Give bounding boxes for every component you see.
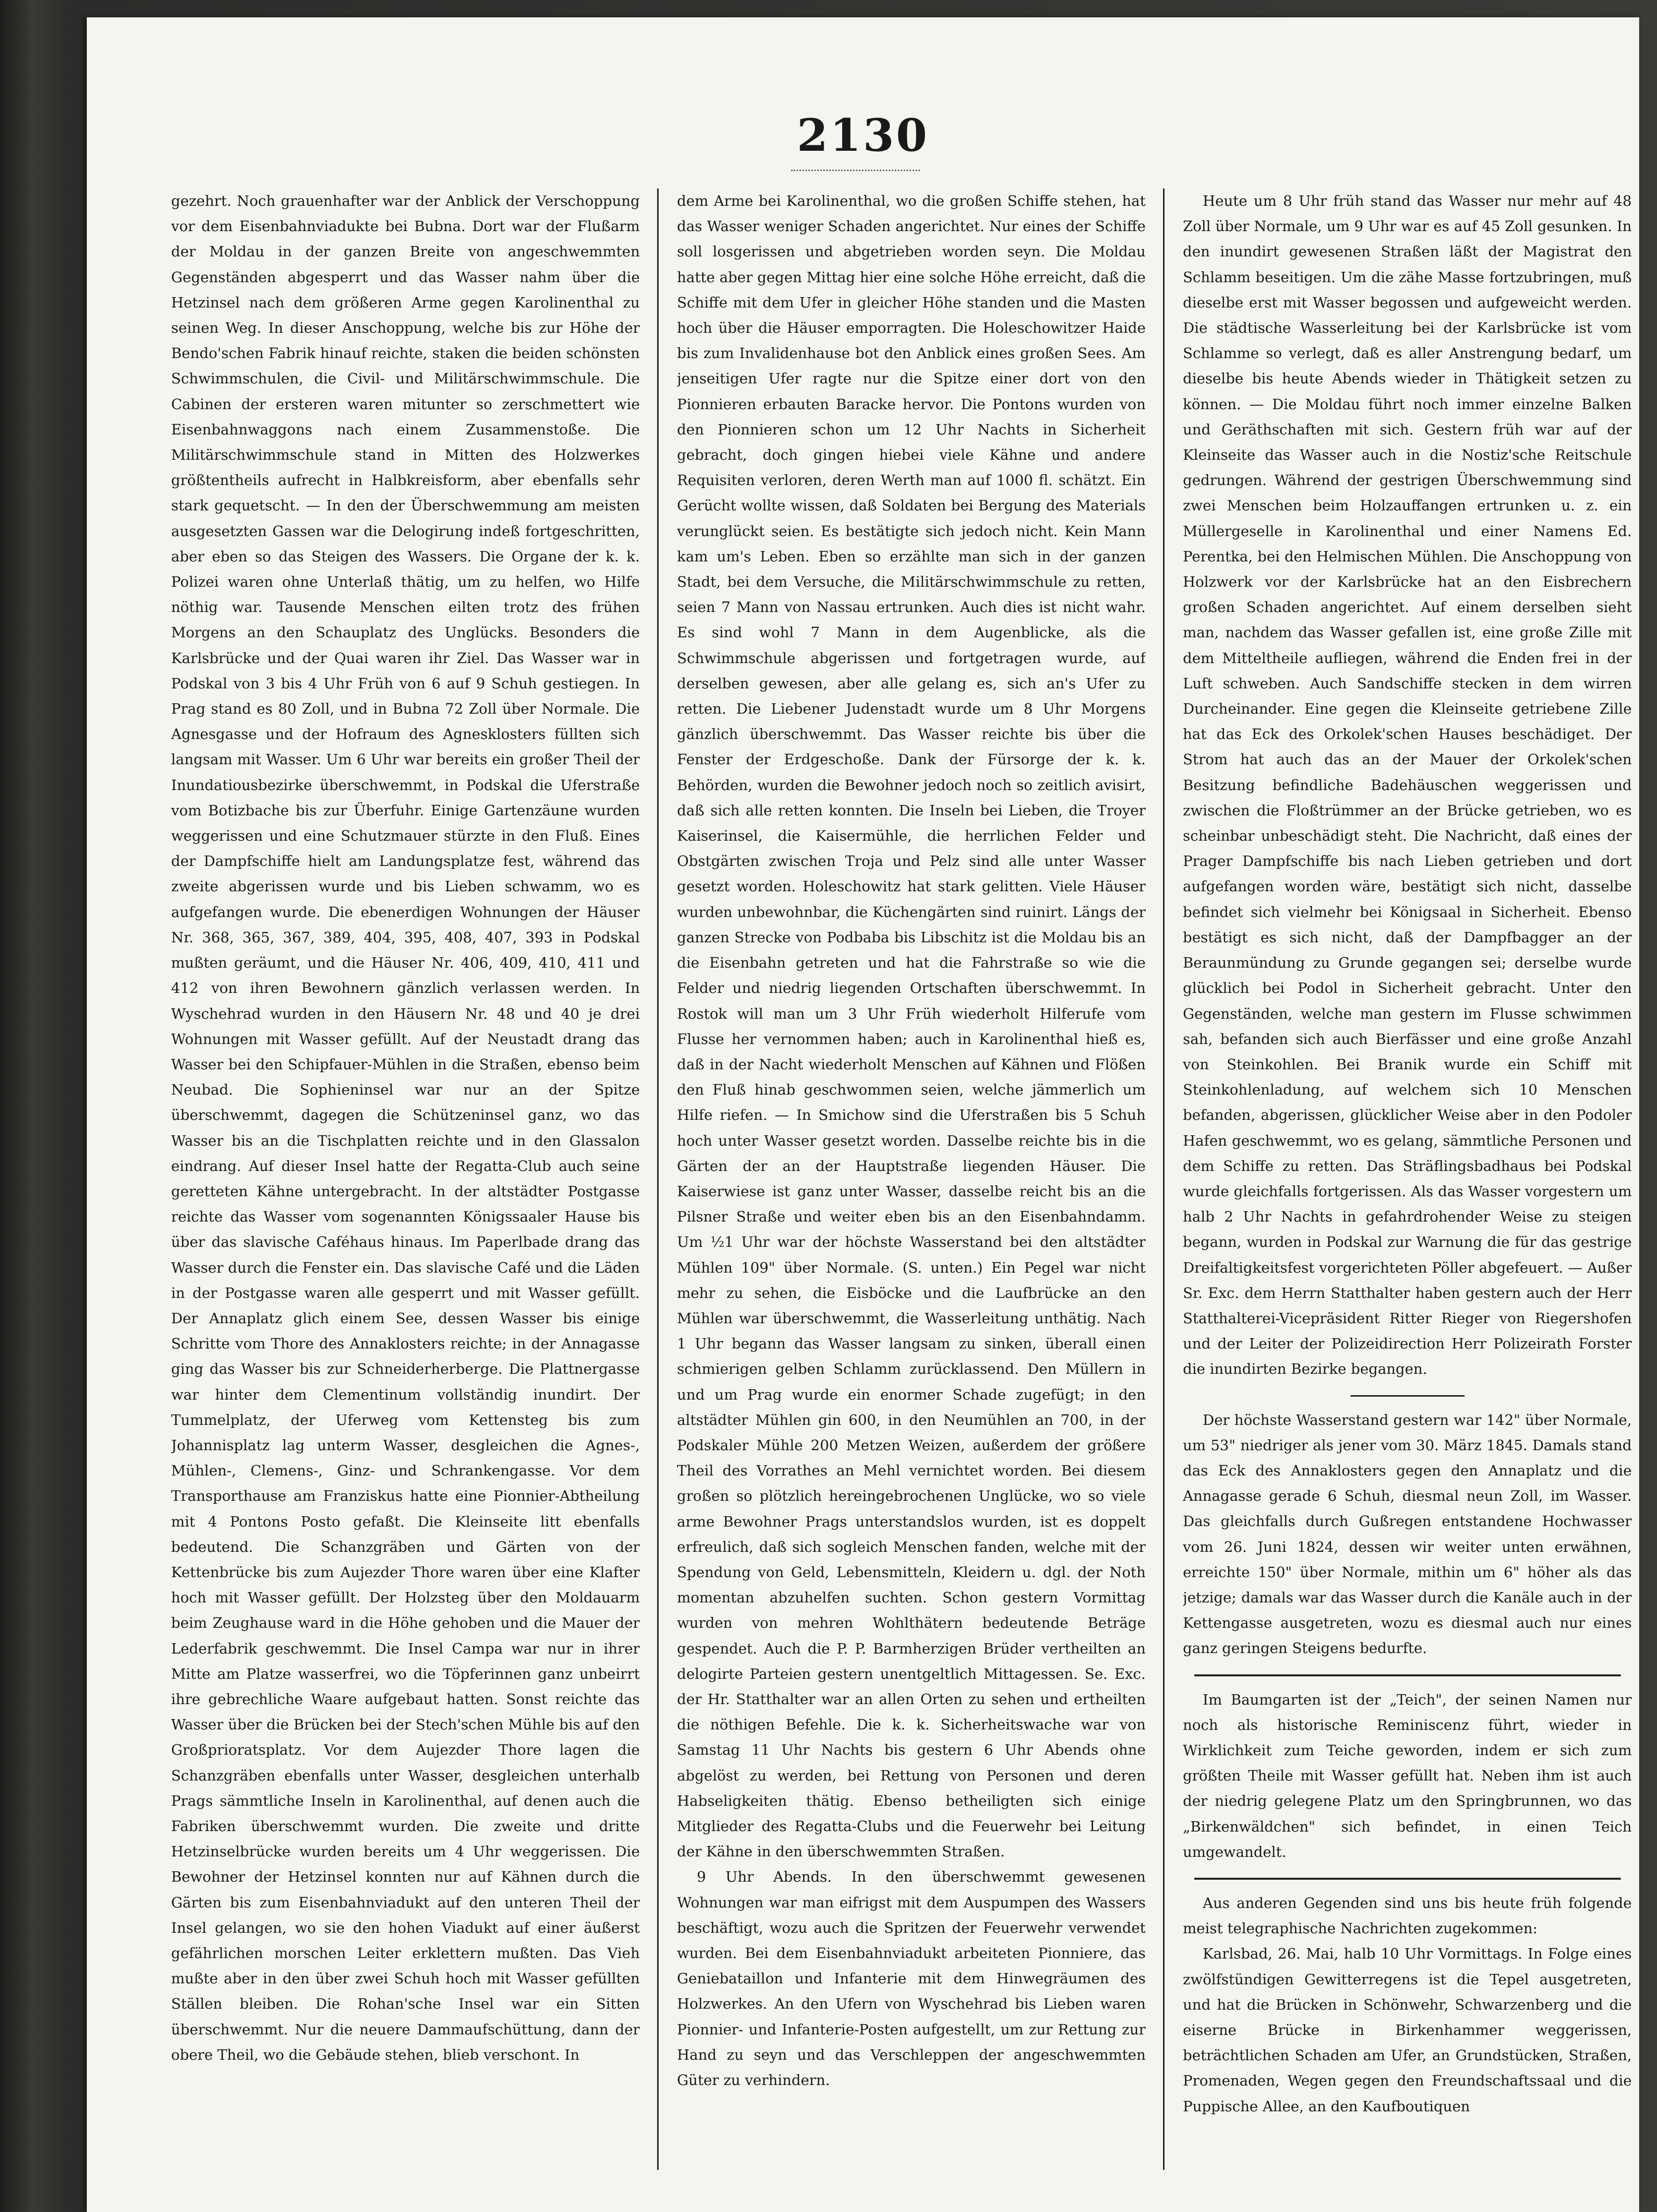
article-text: dem Arme bei Karolinenthal, wo die großen Schiffe stehen, hat das Wasser weniger Schaden angerichtet. Nur eines der Schiffe soll losgerissen und abgetrieben worden seyn. Die Moldau hatte aber gegen Mittag hier eine solche Höhe erreicht, daß die Schiffe mit dem Ufer in gleicher Höhe standen und die Masten hoch über die Häuser emporragten. Die Holeschowitzer Haide bis zum Invalidenhause bot den Anblick eines großen Sees. Am jenseitigen Ufer ragte nur die Spitze einer dort von den Pionnieren erbauten Baracke hervor. Die Pontons wurden von den Pionnieren schon um 12 Uhr Nachts in Sicherheit gebracht, doch gingen hiebei viele Kähne und andere Requisiten verloren, deren Werth man auf 1000 fl. schätzt. Ein Gerücht wollte wissen, daß Soldaten bei Bergung des Materials verunglückt seien. Es bestätigte sich jedoch nicht. Kein Mann kam um's Leben. Eben so erzählte man sich in der ganzen Stadt, bei dem Versuche, die Militärschwimmschule zu retten, seien 7 Mann von Nassau ertrunken. Auch dies ist nicht wahr. Es sind wohl 7 Mann in dem Augenblicke, als die Schwimmschule abgerissen und fortgetragen wurde, auf derselben gewesen, aber alle gelang es, sich an's Ufer zu retten. Die Liebener Judenstadt wurde um 8 Uhr Morgens gänzlich überschwemmt. Das Wasser reichte bis über die Fenster der Erdgeschoße. Dank der Fürsorge der k. k. Behörden, wurden die Bewohner jedoch noch so zeitlich avisirt, daß sich alle retten konnten. Die Inseln bei Lieben, die Troyer Kaiserinsel, die Kaisermühle, die herrlichen Felder und Obstgärten zwischen Troja und Pelz sind alle unter Wasser gesetzt worden. Holeschowitz hat stark gelitten. Viele Häuser wurden unbewohnbar, die Küchengärten sind ruinirt. Längs der ganzen Strecke von Podbaba bis Libschitz ist die Moldau bis an die Eisenbahn getreten und hat die Fahrstraße so wie die Felder und niedrig liegenden Ortschaften überschwemmt. In Rostok will man um 3 Uhr Früh wiederholt Hilferufe vom Flusse her vernommen haben; auch in Karolinenthal hieß es, daß in der Nacht wiederholt Menschen auf Kähnen und Flößen den Fluß hinab geschwommen seien, welche jämmerlich um Hilfe riefen. — In Smichow sind die Uferstraßen bis 5 Schuh hoch unter Wasser gesetzt worden. Dasselbe reichte bis in die Gärten der an der Hauptstraße liegenden Häuser. Die Kaiserwiese ist ganz unter Wasser, dasselbe reicht bis an die Pilsner Straße und weiter eben bis an den Eisenbahndamm. Um ½1 Uhr war der höchste Wasserstand bei den altstädter Mühlen 109" über Normale. (S. unten.) Ein Pegel war nicht mehr zu sehen, die Eisböcke und die Laufbrücke an den Mühlen war überschwemmt, die Wasserleitung unthätig. Nach 1 Uhr begann das Wasser langsam zu sinken, überall einen schmierigen gelben Schlamm zurücklassend. Den Müllern in und um Prag wurde ein enormer Schade zugefügt; in den altstädter Mühlen gin 600, in den Neumühlen an 700, in der Podskaler Mühle 200 Metzen Weizen, außerdem der größere Theil des Vorrathes an Mehl vernichtet worden. Bei diesem großen so plötzlich hereingebrochenen Unglücke, wo so viele arme Bewohner Prags unterstandslos wurden, ist es doppelt erfreulich, daß sich sogleich Menschen fanden, welche mit der Spendung von Geld, Lebensmitteln, Kleidern u. dgl. der Noth momentan abzuhelfen suchten. Schon gestern Vormittag wurden von mehren Wohlthätern bedeutende Beträge gespendet. Auch die P. P. Barmherzigen Brüder vertheilten an delogirte Parteien gestern unentgeltlich Mittagessen. Se. Exc. der Hr. Statthalter war an allen Orten zu sehen und ertheilten die nöthigen Befehle. Die k. k. Sicherheitswache war von Samstag 11 Uhr Nachts bis gestern 6 Uhr Abends ohne abgelöst zu werden, bei Rettung von Personen und deren Habseligkeiten thätig. Ebenso betheiligten sich einige Mitglieder des Regatta-Clubs und die Feuerwehr bei Leitung der Kähne in den überschwemmten Straßen. [677, 192, 1146, 1860]
column-left [171, 188, 640, 2170]
section-separator [1194, 1878, 1621, 1880]
page-number-flourish [791, 164, 920, 171]
article-text: gezehrt. Noch grauenhafter war der Anblick der Verschoppung vor dem Eisenbahnviadukte bei Bubna. Dort war der Flußarm der Moldau in der ganzen Breite von angeschwemmten Gegenständen abgesperrt und das Wasser nahm über die Hetzinsel nach dem größeren Arme gegen Karolinenthal zu seinen Weg. In dieser Anschoppung, welche bis zur Höhe der Bendo'schen Fabrik hinauf reichte, staken die beiden schönsten Schwimmschulen, die Civil- und Militärschwimmschule. Die Cabinen der ersteren waren mitunter so zerschmettert wie Eisenbahnwaggons nach einem Zusammenstoße. Die Militärschwimmschule stand in Mitten des Holzwerkes größtentheils aufrecht in Halbkreisform, aber ebenfalls sehr stark gequetscht. — In den der Überschwemmung am meisten ausgesetzten Gassen war die Delogirung indeß fortgeschritten, aber eben so das Steigen des Wassers. Die Organe der k. k. Polizei waren ohne Unterlaß thätig, um zu helfen, wo Hilfe nöthig war. Tausende Menschen eilten trotz des frühen Morgens an den Schauplatz des Unglücks. Besonders die Karlsbrücke und der Quai waren ihr Ziel. Das Wasser war in Podskal von 3 bis 4 Uhr Früh von 6 auf 9 Schuh gestiegen. In Prag stand es 80 Zoll, und in Bubna 72 Zoll über Normale. Die Agnesgasse und der Hofraum des Agnesklosters füllten sich langsam mit Wasser. Um 6 Uhr war bereits ein großer Theil der Inundatiousbezirke überschwemmt, in Podskal die Uferstraße vom Botizbache bis zur Überfuhr. Einige Gartenzäune wurden weggerissen und eine Schutzmauer stürzte in den Fluß. Eines der Dampfschiffe hielt am Landungsplatze fest, während das zweite abgerissen wurde und bis Lieben schwamm, wo es aufgefangen wurde. Die ebenerdigen Wohnungen der Häuser Nr. 368, 365, 367, 389, 404, 395, 408, 407, 393 in Podskal mußten geräumt, und die Häuser Nr. 406, 409, 410, 411 und 412 von ihren Bewohnern gänzlich verlassen werden. In Wyschehrad wurden in den Häusern Nr. 48 und 40 je drei Wohnungen mit Wasser gefüllt. Auf der Neustadt drang das Wasser bei den Schipfauer-Mühlen in die Straßen, ebenso beim Neubad. Die Sophieninsel war nur an der Spitze überschwemmt, dagegen die Schützeninsel ganz, wo das Wasser bis an die Tischplatten reichte und in den Glassalon eindrang. Auf dieser Insel hatte der Regatta-Club auch seine geretteten Kähne untergebracht. In der altstädter Postgasse reichte das Wasser vom sogenannten Königssaaler Hause bis über das slavische Caféhaus hinaus. Im Paperlbade drang das Wasser durch die Fenster ein. Das slavische Café und die Läden in der Postgasse waren alle gesperrt und mit Wasser gefüllt. Der Annaplatz glich einem See, dessen Wasser bis einige Schritte vom Thore des Annaklosters reichte; in der Annagasse ging das Wasser bis zur Schneiderherberge. Die Plattnergasse war hinter dem Clementinum vollständig inundirt. Der Tummelplatz, der Uferweg vom Kettensteg bis zum Johannisplatz lag unterm Wasser, desgleichen die Agnes-, Mühlen-, Clemens-, Ginz- und Schrankengasse. Vor dem Transporthause am Franziskus hatte eine Pionnier-Abtheilung mit 4 Pontons Posto gefaßt. Die Kleinseite litt ebenfalls bedeutend. Die Schanzgräben und Gärten von der Kettenbrücke bis zum Aujezder Thore waren über eine Klafter hoch mit Wasser gefüllt. Der Holzsteg über den Moldauarm beim Zeughause ward in die Höhe gehoben und die Mauer der Lederfabrik geschwemmt. Die Insel Campa war nur in ihrer Mitte am Platze wasserfrei, wo die Töpferinnen ganz unbeirrt ihre gebrechliche Waare aufgebaut hatten. Sonst reichte das Wasser über die Brücken bei der Stech'schen Mühle bis auf den Großprioratsplatz. Vor dem Aujezder Thore lagen die Schanzgräben ebenfalls unter Wasser, desgleichen unterhalb Prags sämmtliche Inseln in Karolinenthal, auf denen auch die Fabriken überschwemmt wurden. Die zweite und dritte Hetzinselbrücke wurden bereits um 4 Uhr weggerissen. Die Bewohner der Hetzinsel konnten nur auf Kähnen durch die Gärten bis zum Eisenbahnviadukt auf den unteren Theil der Insel gelangen, wo sie den hohen Viadukt auf einer äußerst gefährlichen morschen Leiter erklettern mußten. Das Vieh mußte aber in den über zwei Schuh hoch mit Wasser gefüllten Ställen bleiben. Die Rohan'sche Insel war ein Sitten überschwemmt. Nur die neuere Dammaufschüttung, dann der obere Theil, wo die Gebäude stehen, blieb verschont. In [171, 192, 640, 2063]
baumgarten-paragraph: Im Baumgarten ist der „Teich", der seinen Namen nur noch als historische Reminiscenz führt, wieder in Wirklichkeit zum Teiche geworden, indem er sich zum größten Theile mit Wasser gefüllt hat. Neben ihm ist auch der niedrig gelegene Platz um den Springbrunnen, wo das „Birkenwäldchen" sich befindet, in einen Teich umgewandelt. [1183, 1691, 1632, 1860]
section-separator [1194, 1674, 1621, 1676]
column-right [1183, 188, 1632, 2170]
other-regions-intro: Aus anderen Gegenden sind uns bis heute früh folgende meist telegraphische Nachrichten zugekommen: [1183, 1895, 1632, 1937]
article-text: Heute um 8 Uhr früh stand das Wasser nur mehr auf 48 Zoll über Normale, um 9 Uhr war es auf 45 Zoll gesunken. In den inundirt gewesenen Straßen läßt der Magistrat den Schlamm beseitigen. Um die zähe Masse fortzubringen, muß dieselbe erst mit Wasser begossen und aufgeweicht werden. Die städtische Wasserleitung bei der Karlsbrücke ist vom Schlamme so verlegt, daß es aller Anstrengung bedarf, um dieselbe bis heute Abends wieder in Thätigkeit setzen zu können. — Die Moldau führt noch immer einzelne Balken und Geräthschaften mit sich. Gestern früh war auf der Kleinseite das Wasser auch in die Nostiz'sche Reitschule gedrungen. Während der gestrigen Überschwemmung sind zwei Menschen beim Holzauffangen ertrunken u. z. ein Müllergeselle in Karolinenthal und einer Namens Ed. Perentka, bei den Helmischen Mühlen. Die Anschoppung von Holzwerk vor der Karlsbrücke hat an den Eisbrechern großen Schaden angerichtet. Auf einem derselben sieht man, nachdem das Wasser gefallen ist, eine große Zille mit dem Mitteltheile aufliegen, während die Enden frei in der Luft schweben. Auch Sandschiffe stecken in dem wirren Durcheinander. Eine gegen die Kleinseite getriebene Zille hat das Eck des Orkolek'schen Hauses beschädiget. Der Strom hat auch das an der Mauer der Orkolek'schen Besitzung befindliche Badehäuschen weggerissen und zwischen die Floßtrümmer an der Brücke getrieben, wo es scheinbar unbeschädigt steht. Die Nachricht, daß eines der Prager Dampfschiffe bis nach Lieben getrieben und dort aufgefangen worden wäre, bestätigt sich nicht, dasselbe befindet sich vielmehr bei Königsaal in Sicherheit. Ebenso bestätigt es sich nicht, daß der Dampfbagger an der Beraunmündung zu Grunde gegangen sei; derselbe wurde glücklich bei Podol in Sicherheit gebracht. Unter den Gegenständen, welche man gestern im Flusse schwimmen sah, befanden sich auch Bierfässer und eine große Anzahl von Steinkohlen. Bei Branik wurde ein Schiff mit Steinkohlenladung, auf welchem sich 10 Menschen befanden, abgerissen, glücklicher Weise aber in den Podoler Hafen geschwemmt, wo es gelang, sämmtliche Personen und dem Schiffe zu retten. Das Sträflingsbadhaus bei Podskal wurde gleichfalls fortgerissen. Als das Wasser vorgestern um halb 2 Uhr Nachts in gefahrdrohender Weise zu steigen begann, wurden in Podskal zur Warnung die für das gestrige Dreifaltigkeitsfest vorgerichteten Pöller abgefeuert. — Außer Sr. Exc. dem Herrn Statthalter haben gestern auch der Herr Statthalterei-Vicepräsident Ritter Rieger von Riegershofen und der Leiter der Polizeidirection Herr Polizeirath Forster die inundirten Bezirke begangen. [1183, 192, 1632, 1378]
page-number: 2130 [797, 109, 929, 162]
section-separator [1350, 1395, 1465, 1397]
column-rule-left [657, 188, 659, 2170]
water-level-paragraph: Der höchste Wasserstand gestern war 142" über Normale, um 53" niedriger als jener vom 30. März 1845. Damals stand das Eck des Annaklosters gegen den Annaplatz und die Annagasse gerade 6 Schuh, diesmal neun Zoll, im Wasser. Das gleichfalls durch Gußregen entstandene Hochwasser vom 26. Juni 1824, dessen wir weiter unten erwähnen, erreichte 150" über Normale, mithin um 6" höher als das jetzige; damals war das Wasser durch die Kanäle auch in der Kettengasse ausgetreten, wozu es diesmal auch nur eines ganz geringen Steigens bedurfte. [1183, 1411, 1632, 1657]
newspaper-page [87, 17, 1639, 2212]
karlsbad-report: Karlsbad, 26. Mai, halb 10 Uhr Vormittags. In Folge eines zwölfstündigen Gewitterregens ist die Tepel ausgetreten, und hat die Brücken in Schönwehr, Schwarzenberg und die eiserne Brücke in Birkenhammer weggerissen, beträchtlichen Schaden am Ufer, an Grundstücken, Straßen, Promenaden, Wegen gegen den Freundschaftssaal und die Puppische Allee, an den Kaufboutiquen [1183, 1945, 1632, 2115]
column-rule-right [1163, 188, 1165, 2170]
evening-update-paragraph: 9 Uhr Abends. In den überschwemmt gewesenen Wohnungen war man eifrigst mit dem Auspumpen des Wassers beschäftigt, wozu auch die Spritzen der Feuerwehr verwendet wurden. Bei dem Eisenbahnviadukt arbeiteten Pionniere, das Geniebataillon und Infanterie mit dem Hinwegräumen des Holzwerkes. An den Ufern von Wyschehrad bis Lieben waren Pionnier- und Infanterie-Posten aufgestellt, um zur Rettung zur Hand zu seyn und das Verschleppen der angeschwemmten Güter zu verhindern. [677, 1868, 1146, 2089]
column-middle [677, 188, 1146, 2170]
